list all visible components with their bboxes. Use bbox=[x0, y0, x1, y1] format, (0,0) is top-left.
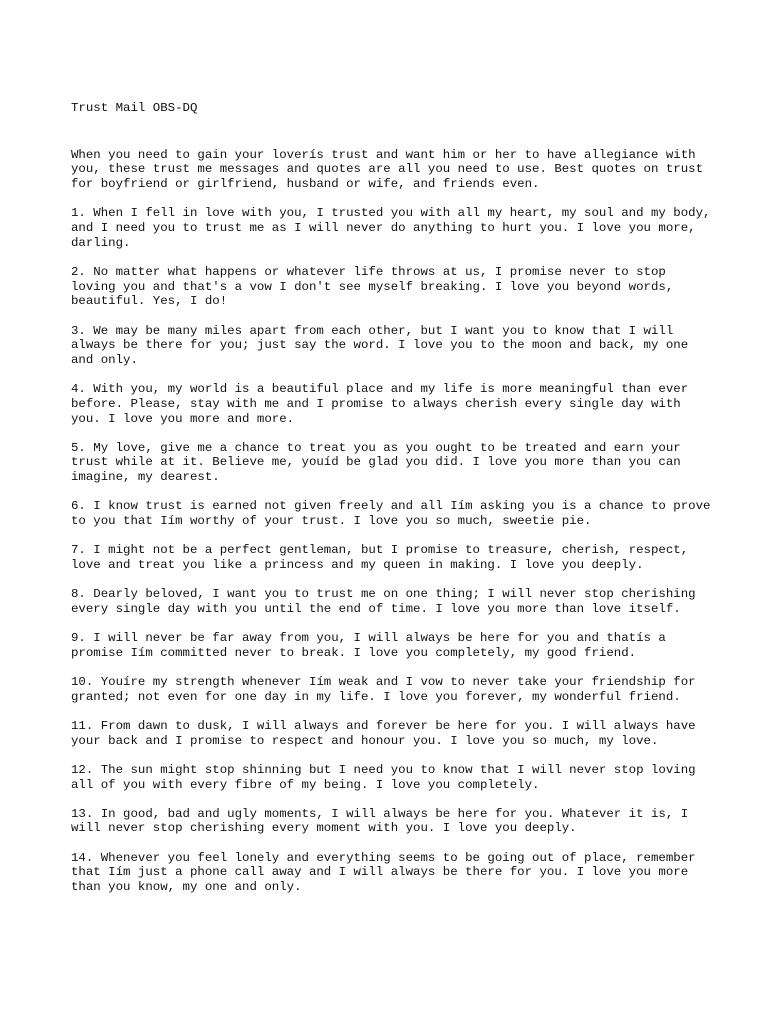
quote-item-3: 3. We may be many miles apart from each other, but I want you to know that I will always be there for you; just say the word. I love you to the moon and back, my one and only. bbox=[71, 323, 689, 367]
quote-item-8: 8. Dearly beloved, I want you to trust me on one thing; I will never stop cherishing every single day with you until the end of time. I love you more than love itself. bbox=[71, 587, 696, 616]
quote-item-11: 11. From dawn to dusk, I will always and forever be here for you. I will always have your back and I promise to respect and honour you. I love you so much, my love. bbox=[71, 718, 696, 748]
quote-item-1: 1. When I fell in love with you, I trusted you with all my heart, my soul and my body, and I need you to trust me as I will never do anything to hurt you. I love you more, darling. bbox=[71, 206, 711, 250]
quote-item-9: 9. I will never be far away from you, I will always be here for you and thatís a promise Iím committed never to break. I love you completely, my good friend. bbox=[71, 631, 666, 660]
document-page bbox=[71, 101, 711, 909]
quote-item-12: 12. The sun might stop shinning but I need you to know that I will never stop loving all of you with every fibre of my being. I love you completely. bbox=[71, 762, 696, 792]
intro-paragraph: When you need to gain your loverís trust and want him or her to have allegiance with you, these trust me messages and quotes are all you need to use. Best quotes on trust for boyfriend or girlfriend, husband or wife, and friends even. bbox=[71, 147, 704, 192]
quote-item-6: 6. I know trust is earned not given freely and all Iím asking you is a chance to prove to you that Iím worthy of your trust. I love you so much, sweetie pie. bbox=[71, 499, 711, 529]
document-title: Trust Mail OBS-DQ bbox=[71, 101, 198, 115]
quote-item-10: 10. Youíre my strength whenever Iím weak and I vow to never take your friendship for granted; not even for one day in my life. I love you forever, my wonderful friend. bbox=[71, 674, 696, 704]
quote-item-7: 7. I might not be a perfect gentleman, but I promise to treasure, cherish, respect, love and treat you like a princess and my queen in making. I love you deeply. bbox=[71, 543, 689, 572]
quote-item-14: 14. Whenever you feel lonely and everything seems to be going out of place, remember that Iím just a phone call away and I will always be there for you. I love you more than you know, my one and only. bbox=[71, 850, 696, 895]
quote-item-4: 4. With you, my world is a beautiful place and my life is more meaningful than ever before. Please, stay with me and I promise to always cherish every single day with you. I love you more and more. bbox=[71, 382, 689, 426]
quote-item-2: 2. No matter what happens or whatever life throws at us, I promise never to stop loving you and that's a vow I don't see myself breaking. I love you beyond words, beautiful. Yes, I do! bbox=[71, 264, 674, 309]
quote-item-13: 13. In good, bad and ugly moments, I will always be here for you. Whatever it is, I will never stop cherishing every moment with you. I love you deeply. bbox=[71, 806, 689, 836]
quote-item-5: 5. My love, give me a chance to treat you as you ought to be treated and earn your trust while at it. Believe me, youíd be glad you did. I love you more than you can imagine, my dearest. bbox=[71, 440, 681, 485]
